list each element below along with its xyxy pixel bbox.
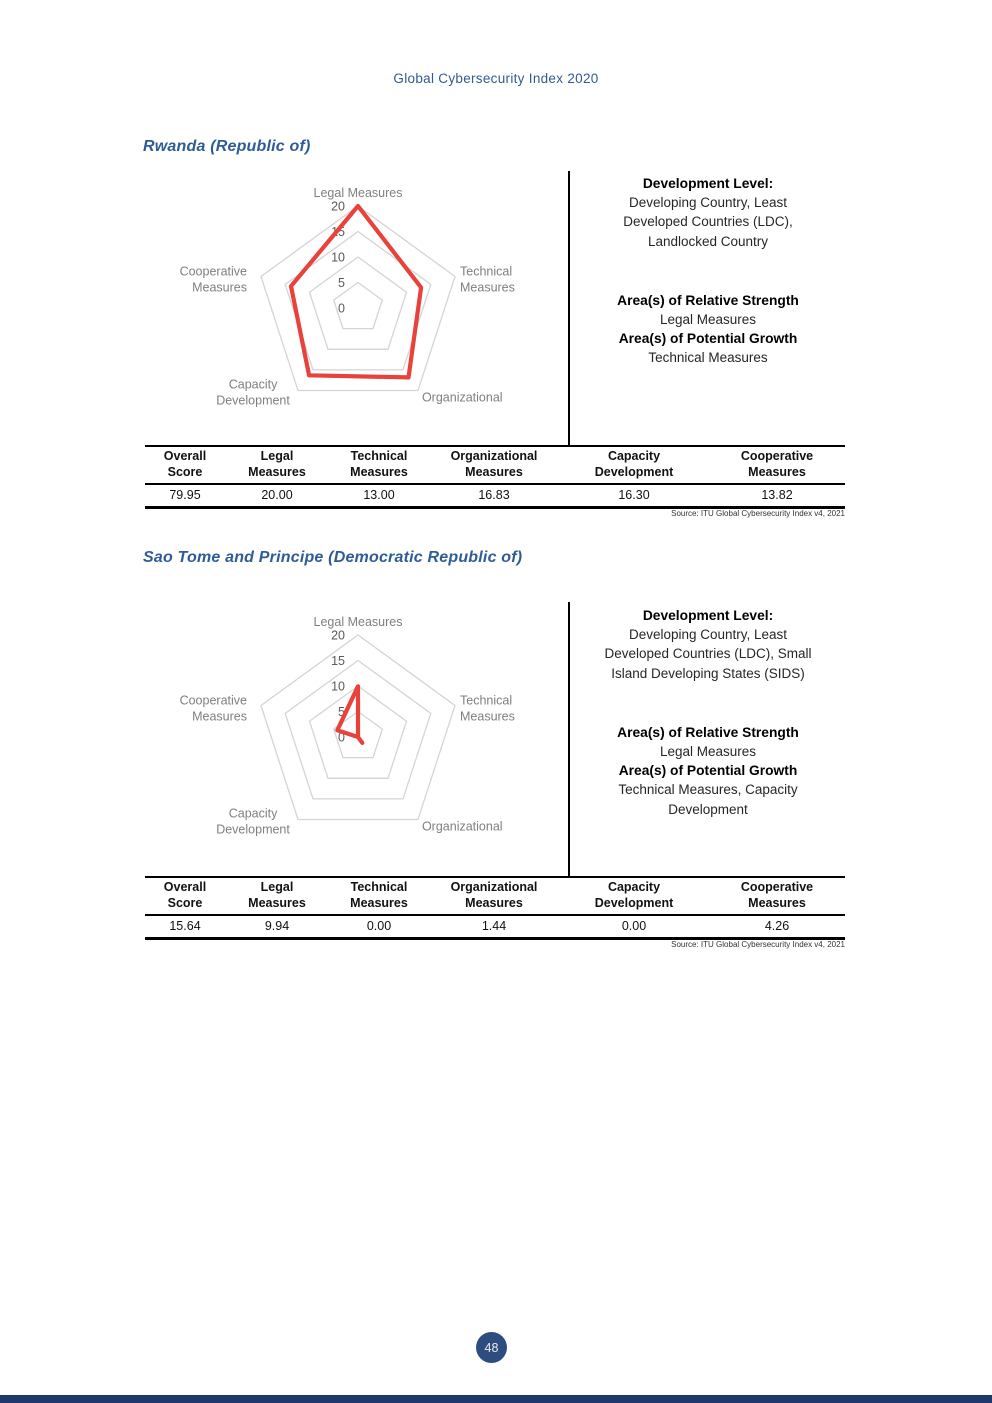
score-header-line: Cooperative [740, 449, 814, 463]
score-header-line: Capacity [607, 449, 661, 463]
score-header-cell [429, 877, 559, 915]
development-level-text [570, 625, 846, 683]
panel-text-line: Developed Countries (LDC), Small [604, 646, 812, 662]
score-value-cell: 79.95 [145, 484, 225, 508]
strength-text [570, 742, 846, 761]
radar-tick-label: 0 [338, 730, 345, 745]
radar-axis-label: Development [216, 822, 290, 837]
score-header-line: Measures [465, 895, 523, 910]
score-table [145, 876, 845, 940]
score-value-cell: 0.00 [329, 915, 429, 939]
score-header-line: Organizational [450, 449, 538, 463]
source-note: Source: ITU Global Cybersecurity Index v4, 2021 [671, 940, 845, 949]
score-header-line: Capacity [607, 880, 661, 894]
score-table-value-row [145, 484, 845, 508]
growth-text [570, 348, 846, 367]
strength-label: Area(s) of Relative Strength [617, 292, 799, 308]
score-value-cell: 13.82 [709, 484, 845, 508]
strength-text [570, 310, 846, 329]
radar-axis-label: Legal Measures [313, 186, 403, 200]
panel-text-line: Legal Measures [659, 744, 757, 760]
panel-text-line: Technical Measures [648, 350, 768, 366]
radar-axis-label: Development [216, 393, 290, 408]
panel-text-line: Developing Country, Least [628, 627, 788, 643]
score-header-line: Cooperative [740, 880, 814, 894]
score-header-line: Overall [163, 880, 207, 894]
page-header-title: Global Cybersecurity Index 2020 [393, 71, 599, 86]
radar-axis-label: Cooperative [179, 264, 247, 279]
radar-tick-label: 5 [338, 704, 345, 719]
score-header-line: Technical [350, 449, 408, 463]
radar-chart [140, 170, 570, 442]
radar-tick-label: 20 [331, 199, 345, 214]
radar-axis-label: Measures [460, 280, 515, 295]
development-level-text [570, 193, 846, 251]
score-header-line: Technical [350, 880, 408, 894]
score-table-header-row [145, 877, 845, 915]
radar-axis-label: Capacity [228, 806, 278, 821]
page-number-badge [476, 1332, 507, 1363]
radar-axis-label: Measures [192, 280, 247, 295]
radar-grid-ring [310, 257, 407, 349]
strength-label: Area(s) of Relative Strength [617, 724, 799, 740]
score-value-cell: 20.00 [225, 484, 329, 508]
score-header-line: Measures [350, 895, 408, 910]
score-header-cell [429, 446, 559, 484]
score-header-line: Score [167, 895, 203, 910]
score-header-line: Measures [748, 895, 806, 910]
score-header-line: Development [594, 895, 674, 910]
page-number: 48 [484, 1340, 499, 1355]
score-value-cell: 9.94 [225, 915, 329, 939]
panel-text-line: Technical Measures, Capacity [618, 782, 798, 798]
score-header-line: Measures [248, 464, 306, 479]
radar-tick-label: 10 [331, 250, 345, 265]
score-value-cell: 13.00 [329, 484, 429, 508]
radar-axis-label: Measures [192, 709, 247, 724]
info-panel [570, 606, 846, 819]
country-title: Rwanda (Republic of) [143, 138, 311, 155]
score-value-cell: 16.83 [429, 484, 559, 508]
score-header-cell [709, 446, 845, 484]
score-header-cell [145, 877, 225, 915]
growth-label: Area(s) of Potential Growth [618, 763, 798, 779]
radar-axis-label: Capacity [228, 377, 278, 392]
score-header-cell [225, 446, 329, 484]
score-table-value-row [145, 915, 845, 939]
panel-text-line: Developing Country, Least [628, 195, 788, 211]
score-value-cell: 16.30 [559, 484, 709, 508]
radar-tick-label: 10 [331, 679, 345, 694]
radar-axis-label: Technical [460, 693, 513, 708]
radar-axis-label: Cooperative [179, 693, 247, 708]
score-value-cell: 0.00 [559, 915, 709, 939]
score-header-line: Overall [163, 449, 207, 463]
score-header-cell [559, 877, 709, 915]
score-header-cell [709, 877, 845, 915]
radar-tick-label: 15 [331, 224, 345, 239]
country-title: Sao Tome and Principe (Democratic Republic of) [143, 549, 523, 566]
score-header-cell [329, 877, 429, 915]
score-header-line: Legal [260, 880, 294, 894]
panel-text-line: Developed Countries (LDC), [623, 214, 793, 230]
radar-chart [140, 598, 570, 870]
radar-axis-label: Organizational [421, 390, 503, 405]
score-header-cell [559, 446, 709, 484]
radar-axis-label: Legal Measures [313, 615, 403, 629]
radar-tick-label: 5 [338, 275, 345, 290]
score-header-line: Score [167, 464, 203, 479]
panel-text-line: Landlocked Country [647, 233, 769, 249]
panel-text-line: Development [668, 801, 748, 817]
growth-label: Area(s) of Potential Growth [618, 331, 798, 347]
score-header-line: Measures [350, 464, 408, 479]
score-header-line: Measures [248, 895, 306, 910]
info-panel [570, 174, 846, 368]
score-header-line: Measures [465, 464, 523, 479]
panel-text-line: Island Developing States (SIDS) [611, 665, 805, 681]
radar-tick-label: 20 [331, 628, 345, 643]
score-header-line: Measures [748, 464, 806, 479]
score-header-line: Development [594, 464, 674, 479]
radar-axis-label: Technical [460, 264, 513, 279]
score-header-cell [329, 446, 429, 484]
score-value-cell: 15.64 [145, 915, 225, 939]
score-header-cell [225, 877, 329, 915]
score-table [145, 445, 845, 509]
growth-text [570, 780, 846, 818]
footer-bar [0, 1395, 992, 1403]
source-note: Source: ITU Global Cybersecurity Index v4, 2021 [671, 509, 845, 518]
radar-tick-label: 15 [331, 653, 345, 668]
score-header-line: Organizational [450, 880, 538, 894]
score-table-header-row [145, 446, 845, 484]
radar-tick-label: 0 [338, 301, 345, 316]
score-value-cell: 4.26 [709, 915, 845, 939]
score-value-cell: 1.44 [429, 915, 559, 939]
radar-axis-label: Organizational [421, 819, 503, 834]
score-header-cell [145, 446, 225, 484]
development-level-label: Development Level: [642, 608, 774, 623]
panel-text-line: Legal Measures [659, 312, 757, 328]
radar-axis-label: Measures [460, 709, 515, 724]
score-header-line: Legal [260, 449, 294, 463]
development-level-label: Development Level: [642, 176, 774, 191]
